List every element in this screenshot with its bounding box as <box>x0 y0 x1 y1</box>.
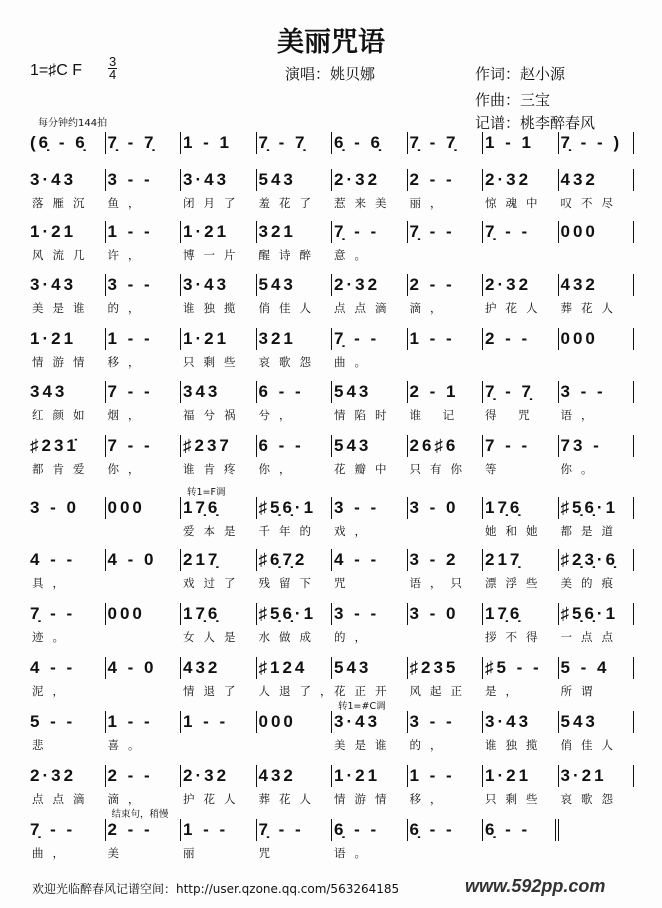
measure: 000 <box>257 711 333 733</box>
measure: 3 - 0 <box>408 603 484 625</box>
lyric: 落雁沉 <box>32 196 94 210</box>
measure: 7̣ - 7̣ <box>408 132 484 154</box>
lyric: 谁独揽 <box>485 738 547 752</box>
measure: 3 - - <box>106 274 182 296</box>
measure: 2·32 <box>332 274 408 296</box>
measure: 2 - - <box>106 765 182 787</box>
score-line <box>30 701 634 752</box>
measure: 7̣ - - ) <box>559 132 635 154</box>
lyric: 喜。 <box>107 738 149 752</box>
lyric: 哀歌怨 <box>560 792 622 806</box>
score-line <box>30 132 634 172</box>
measure-row <box>30 274 634 296</box>
measure: 7̣ - - <box>408 221 484 243</box>
lyric: 语，只 <box>409 576 471 590</box>
singer-credit: 演唱：姚贝娜 <box>285 65 376 83</box>
measure: 432 <box>181 657 257 679</box>
lyric: 羞花了 <box>258 196 320 210</box>
measure: 7̣ - 7̣ <box>106 132 182 154</box>
measure-row <box>30 549 634 571</box>
measure: 3 - 0 <box>408 497 484 519</box>
measure: 4 - 0 <box>106 549 182 571</box>
lyric <box>106 575 182 591</box>
measure: 7̣ - - <box>332 221 408 243</box>
measure: 7̣ - 7̣ <box>257 132 333 154</box>
lyric-row <box>30 354 634 370</box>
measure: 3·43 <box>483 711 559 733</box>
footer-text: 欢迎光临醉春风记谱空间：http://user.qzone.qq.com/563264185 <box>32 882 400 896</box>
lyric: 谁 记 <box>409 408 464 422</box>
measure: 4 - - <box>332 549 408 571</box>
measure: 2·32 <box>483 274 559 296</box>
lyric: 风流几 <box>32 248 94 262</box>
song-title: 美丽咒语 <box>277 27 385 58</box>
measure-row <box>30 819 634 841</box>
measure: 3 - - <box>332 497 408 519</box>
lyric: 护花人 <box>485 301 547 315</box>
lyric: 爱本是 <box>183 524 245 538</box>
measure: ♯235 <box>408 657 484 679</box>
score-line <box>30 435 634 475</box>
lyric: 情游情 <box>32 355 94 369</box>
composer-credit: 作曲：三宝 <box>475 91 551 109</box>
measure: 26♯6 <box>408 435 484 457</box>
measure: 3·43 <box>181 274 257 296</box>
lyric <box>257 737 333 753</box>
lyric: 俏佳人 <box>258 301 320 315</box>
lyric <box>408 354 484 370</box>
measure: 432 <box>257 765 333 787</box>
measure-row <box>30 328 634 350</box>
measure: 3 - - <box>106 169 182 191</box>
lyric-row <box>30 845 634 861</box>
measure: 543 <box>332 435 408 457</box>
measure: 321 <box>257 328 333 350</box>
measure: 3·43 <box>30 169 106 191</box>
lyric: 美是谁 <box>334 738 396 752</box>
lyric: 曲。 <box>334 355 375 369</box>
score-line <box>30 549 634 589</box>
lyric <box>483 247 559 263</box>
lyric: 语， <box>560 408 602 422</box>
measure: 1 - - <box>408 765 484 787</box>
lyric <box>106 683 182 699</box>
lyric: 闭月了 <box>183 196 245 210</box>
lyric: 都肯爱 <box>32 462 94 476</box>
measure: ♯124 <box>257 657 333 679</box>
time-signature-top: 3 <box>109 54 117 69</box>
lyric-row <box>30 575 634 591</box>
lyric: 具， <box>32 576 73 590</box>
score-line <box>30 274 634 314</box>
measure: 3 - - <box>559 381 635 403</box>
site-logo: www.592pp.com <box>465 876 606 896</box>
measure: 543 <box>332 381 408 403</box>
measure: 6̣ - - <box>483 819 559 841</box>
lyric: 情退了 <box>183 684 245 698</box>
measure: 7 - - <box>106 381 182 403</box>
lyric: 烟， <box>107 408 149 422</box>
measure: 7̣ - 7̣ <box>483 381 559 403</box>
measure: 2 - - <box>106 819 182 841</box>
lyric <box>181 737 257 753</box>
score-line <box>30 487 634 538</box>
lyric: 滴， <box>409 301 451 315</box>
measure: 2·32 <box>483 169 559 191</box>
lyric <box>408 629 484 645</box>
measure: 4 - - <box>30 549 106 571</box>
measure: 432 <box>559 274 635 296</box>
measure: 6̣ - - <box>408 819 484 841</box>
lyric: 一点点 <box>560 630 622 644</box>
measure: 6̣ - - <box>332 819 408 841</box>
measure: 543 <box>332 657 408 679</box>
measure: ♯5̣6̣·1 <box>257 603 333 625</box>
lyric: 都是道 <box>560 524 622 538</box>
lyric: 情陷时 <box>334 408 396 422</box>
lyric: 许， <box>107 248 149 262</box>
lyric <box>408 247 484 263</box>
lyric: 只剩些 <box>183 355 245 369</box>
measure: 1 - - <box>106 328 182 350</box>
score-line <box>30 809 634 860</box>
score-line <box>30 381 634 421</box>
score-line <box>30 603 634 643</box>
score-line <box>30 328 634 368</box>
measure: 1 - - <box>181 819 257 841</box>
measure: 1 - 1 <box>483 132 559 154</box>
lyric: 移， <box>107 355 149 369</box>
lyric: 惹来美 <box>334 196 396 210</box>
transcriber-credit: 记谱：桃李醉春风 <box>475 114 596 132</box>
measure: 343 <box>181 381 257 403</box>
measure: 1·21 <box>30 328 106 350</box>
lyric: 俏佳人 <box>560 738 622 752</box>
lyric-row <box>30 300 634 316</box>
measure: 17̣6̣ <box>483 497 559 519</box>
measure-row <box>30 169 634 191</box>
lyric: 叹不尽 <box>560 196 622 210</box>
lyric: 谁肯疼 <box>183 462 245 476</box>
measure: ♯231̇ <box>30 435 106 457</box>
measure: 1·21 <box>30 221 106 243</box>
score-line <box>30 221 634 261</box>
measure: 6 - - <box>257 435 333 457</box>
measure: 1 - - <box>106 221 182 243</box>
lyric: 拶不得 <box>485 630 547 644</box>
lyric-row <box>30 461 634 477</box>
lyric <box>408 845 484 861</box>
lyric <box>30 523 106 539</box>
lyric: 等 <box>485 462 506 476</box>
measure: 217̣ <box>483 549 559 571</box>
measure: 1·21 <box>181 221 257 243</box>
measure: 217̣ <box>181 549 257 571</box>
measure: 2·32 <box>30 765 106 787</box>
lyric: 人退了， <box>258 684 341 698</box>
lyric: 泥， <box>32 684 73 698</box>
measure: 000 <box>106 603 182 625</box>
measure: 3·43 <box>332 711 408 733</box>
lyric: 博一片 <box>183 248 245 262</box>
lyric: 是， <box>485 684 526 698</box>
lyric: 悲 <box>32 738 53 752</box>
measure: 73 - <box>559 435 635 457</box>
lyric: 点点滴 <box>334 301 396 315</box>
measure: 17̣6̣ <box>181 603 257 625</box>
measure: ♯5 - - <box>483 657 559 679</box>
measure-row <box>30 657 634 679</box>
lyric: 鱼， <box>107 196 149 210</box>
measure: 543 <box>559 711 635 733</box>
measure: ♯5̣6̣·1 <box>559 497 635 519</box>
measure: 1 - - <box>181 711 257 733</box>
lyric: 戏， <box>334 524 375 538</box>
measure: 3 - - <box>408 711 484 733</box>
measure: 7̣ - - <box>30 603 106 625</box>
score-line <box>30 169 634 209</box>
measure: 7 - - <box>483 435 559 457</box>
lyric <box>408 523 484 539</box>
lyric: 语。 <box>334 846 375 860</box>
measure: 3·21 <box>559 765 635 787</box>
lyric: 曲， <box>32 846 73 860</box>
lyric-row <box>30 737 634 753</box>
measure: 6̣ - 6̣ <box>332 132 408 154</box>
measure: 2·32 <box>181 765 257 787</box>
lyric: 美是谁 <box>32 301 94 315</box>
lyric: 哀歌怨 <box>258 355 320 369</box>
measure-row <box>30 765 634 787</box>
measure: 2·32 <box>332 169 408 191</box>
lyric: 所谓 <box>560 684 602 698</box>
lyric: 戏过了 <box>183 576 245 590</box>
lyric: 水做成 <box>258 630 320 644</box>
lyric: 美的痕 <box>560 576 622 590</box>
measure: 2 - 1 <box>408 381 484 403</box>
measure: 543 <box>257 274 333 296</box>
lyric: 美 <box>107 846 128 860</box>
lyric: 风起正 <box>409 684 471 698</box>
lyric: 她和她 <box>485 524 547 538</box>
measure-row <box>30 603 634 625</box>
measure: 1·21 <box>181 328 257 350</box>
measure: 5 - - <box>30 711 106 733</box>
measure: 7 - - <box>106 435 182 457</box>
lyric: 的， <box>409 738 451 752</box>
time-signature <box>108 56 117 81</box>
lyric: 千年的 <box>258 524 320 538</box>
measure-row <box>30 381 634 403</box>
measure: 000 <box>559 221 635 243</box>
measure: 3 - 2 <box>408 549 484 571</box>
measure: (6̣ - 6̣ <box>30 132 106 154</box>
measure: 000 <box>106 497 182 519</box>
measure: 1 - 1 <box>181 132 257 154</box>
measure: 543 <box>257 169 333 191</box>
key-change-annotation: 转1=F调 <box>187 487 226 498</box>
lyric <box>559 247 635 263</box>
measure: 1 - - <box>106 711 182 733</box>
measure-row <box>30 435 634 457</box>
measure: 2 - - <box>408 169 484 191</box>
lyric-row <box>30 791 634 807</box>
lyric: 的， <box>107 301 149 315</box>
lyric: 丽 <box>183 846 204 860</box>
lyric: 花瓣中 <box>334 462 396 476</box>
measure-row <box>30 221 634 243</box>
measure: 6 - - <box>257 381 333 403</box>
measure: 1·21 <box>483 765 559 787</box>
measure: 7̣ - - <box>257 819 333 841</box>
lyric: 迹。 <box>32 630 73 644</box>
measure: 2 - - <box>483 328 559 350</box>
measure: 7̣ - - <box>30 819 106 841</box>
lyric: 福兮祸 <box>183 408 245 422</box>
measure: 7̣ - - <box>332 328 408 350</box>
score-line <box>30 765 634 805</box>
measure: ♯2̣3̣·6̣ <box>559 549 635 571</box>
lyric: 的， <box>334 630 375 644</box>
lyric: 滴， <box>107 792 149 806</box>
measure: 3 - 0 <box>30 497 106 519</box>
measure: 7̣ - - <box>483 221 559 243</box>
key-change-annotation: 转1=#C调 <box>338 701 386 712</box>
measure: 4 - - <box>30 657 106 679</box>
lyric: 谁独揽 <box>183 301 245 315</box>
time-signature-bottom: 4 <box>109 67 117 82</box>
lyric: 你， <box>107 462 149 476</box>
lyric-row <box>30 407 634 423</box>
score-line <box>30 657 634 697</box>
lyric-row <box>30 683 634 699</box>
lyricist-credit: 作词：赵小源 <box>475 65 566 83</box>
lyric: 只剩些 <box>485 792 547 806</box>
measure-row <box>30 132 634 154</box>
lyric: 葬花人 <box>560 301 622 315</box>
measure-row <box>30 497 634 519</box>
measure: 1 - - <box>408 328 484 350</box>
measure: 3 - - <box>332 603 408 625</box>
lyric: 女人是 <box>183 630 245 644</box>
lyric-row <box>30 247 634 263</box>
lyric <box>106 523 182 539</box>
lyric: 意。 <box>334 248 375 262</box>
lyric: 花正开 <box>334 684 396 698</box>
measure: 3·43 <box>30 274 106 296</box>
measure: 17̣6̣ <box>181 497 257 519</box>
lyric: 醒诗醉 <box>258 248 320 262</box>
lyric <box>106 629 182 645</box>
lyric: 咒 <box>258 846 279 860</box>
lyric <box>483 354 559 370</box>
measure-row <box>30 711 634 733</box>
lyric: 咒 <box>334 576 355 590</box>
lyric: 你， <box>258 462 300 476</box>
measure: 343 <box>30 381 106 403</box>
lyric: 得 咒 <box>485 408 539 422</box>
lyric: 点点滴 <box>32 792 94 806</box>
lyric: 情游情 <box>334 792 396 806</box>
lyric <box>559 354 635 370</box>
lyric: 葬花人 <box>258 792 320 806</box>
lyric-row <box>30 629 634 645</box>
lyric: 惊魂中 <box>485 196 547 210</box>
measure: 4 - 0 <box>106 657 182 679</box>
measure: ♯237 <box>181 435 257 457</box>
lyric: 你。 <box>560 462 602 476</box>
tempo-marking: 每分钟约144拍 <box>38 118 108 129</box>
lyric: 护花人 <box>183 792 245 806</box>
measure: 3·43 <box>181 169 257 191</box>
measure: 2 - - <box>408 274 484 296</box>
lyric: 丽， <box>409 196 451 210</box>
key-change-annotation: 结束句，稍慢 <box>111 809 169 820</box>
lyric <box>483 845 559 861</box>
lyric-row <box>30 195 634 211</box>
measure: ♯5̣6̣·1 <box>257 497 333 519</box>
lyric: 兮， <box>258 408 300 422</box>
lyric: 残留下 <box>258 576 320 590</box>
lyric-row <box>30 523 634 539</box>
measure: ♯5̣6̣·1 <box>559 603 635 625</box>
key-signature: 1=♯C F <box>30 62 83 79</box>
measure: 5 - 4 <box>559 657 635 679</box>
lyric: 移， <box>409 792 451 806</box>
measure: 321 <box>257 221 333 243</box>
measure: 000 <box>559 328 635 350</box>
lyric: 漂浮些 <box>485 576 547 590</box>
lyric: 只有你 <box>409 462 471 476</box>
measure: 1·21 <box>332 765 408 787</box>
measure: ♯6̣7̣2 <box>257 549 333 571</box>
measure: 432 <box>559 169 635 191</box>
measure: 17̣6̣ <box>483 603 559 625</box>
lyric: 红颜如 <box>32 408 94 422</box>
